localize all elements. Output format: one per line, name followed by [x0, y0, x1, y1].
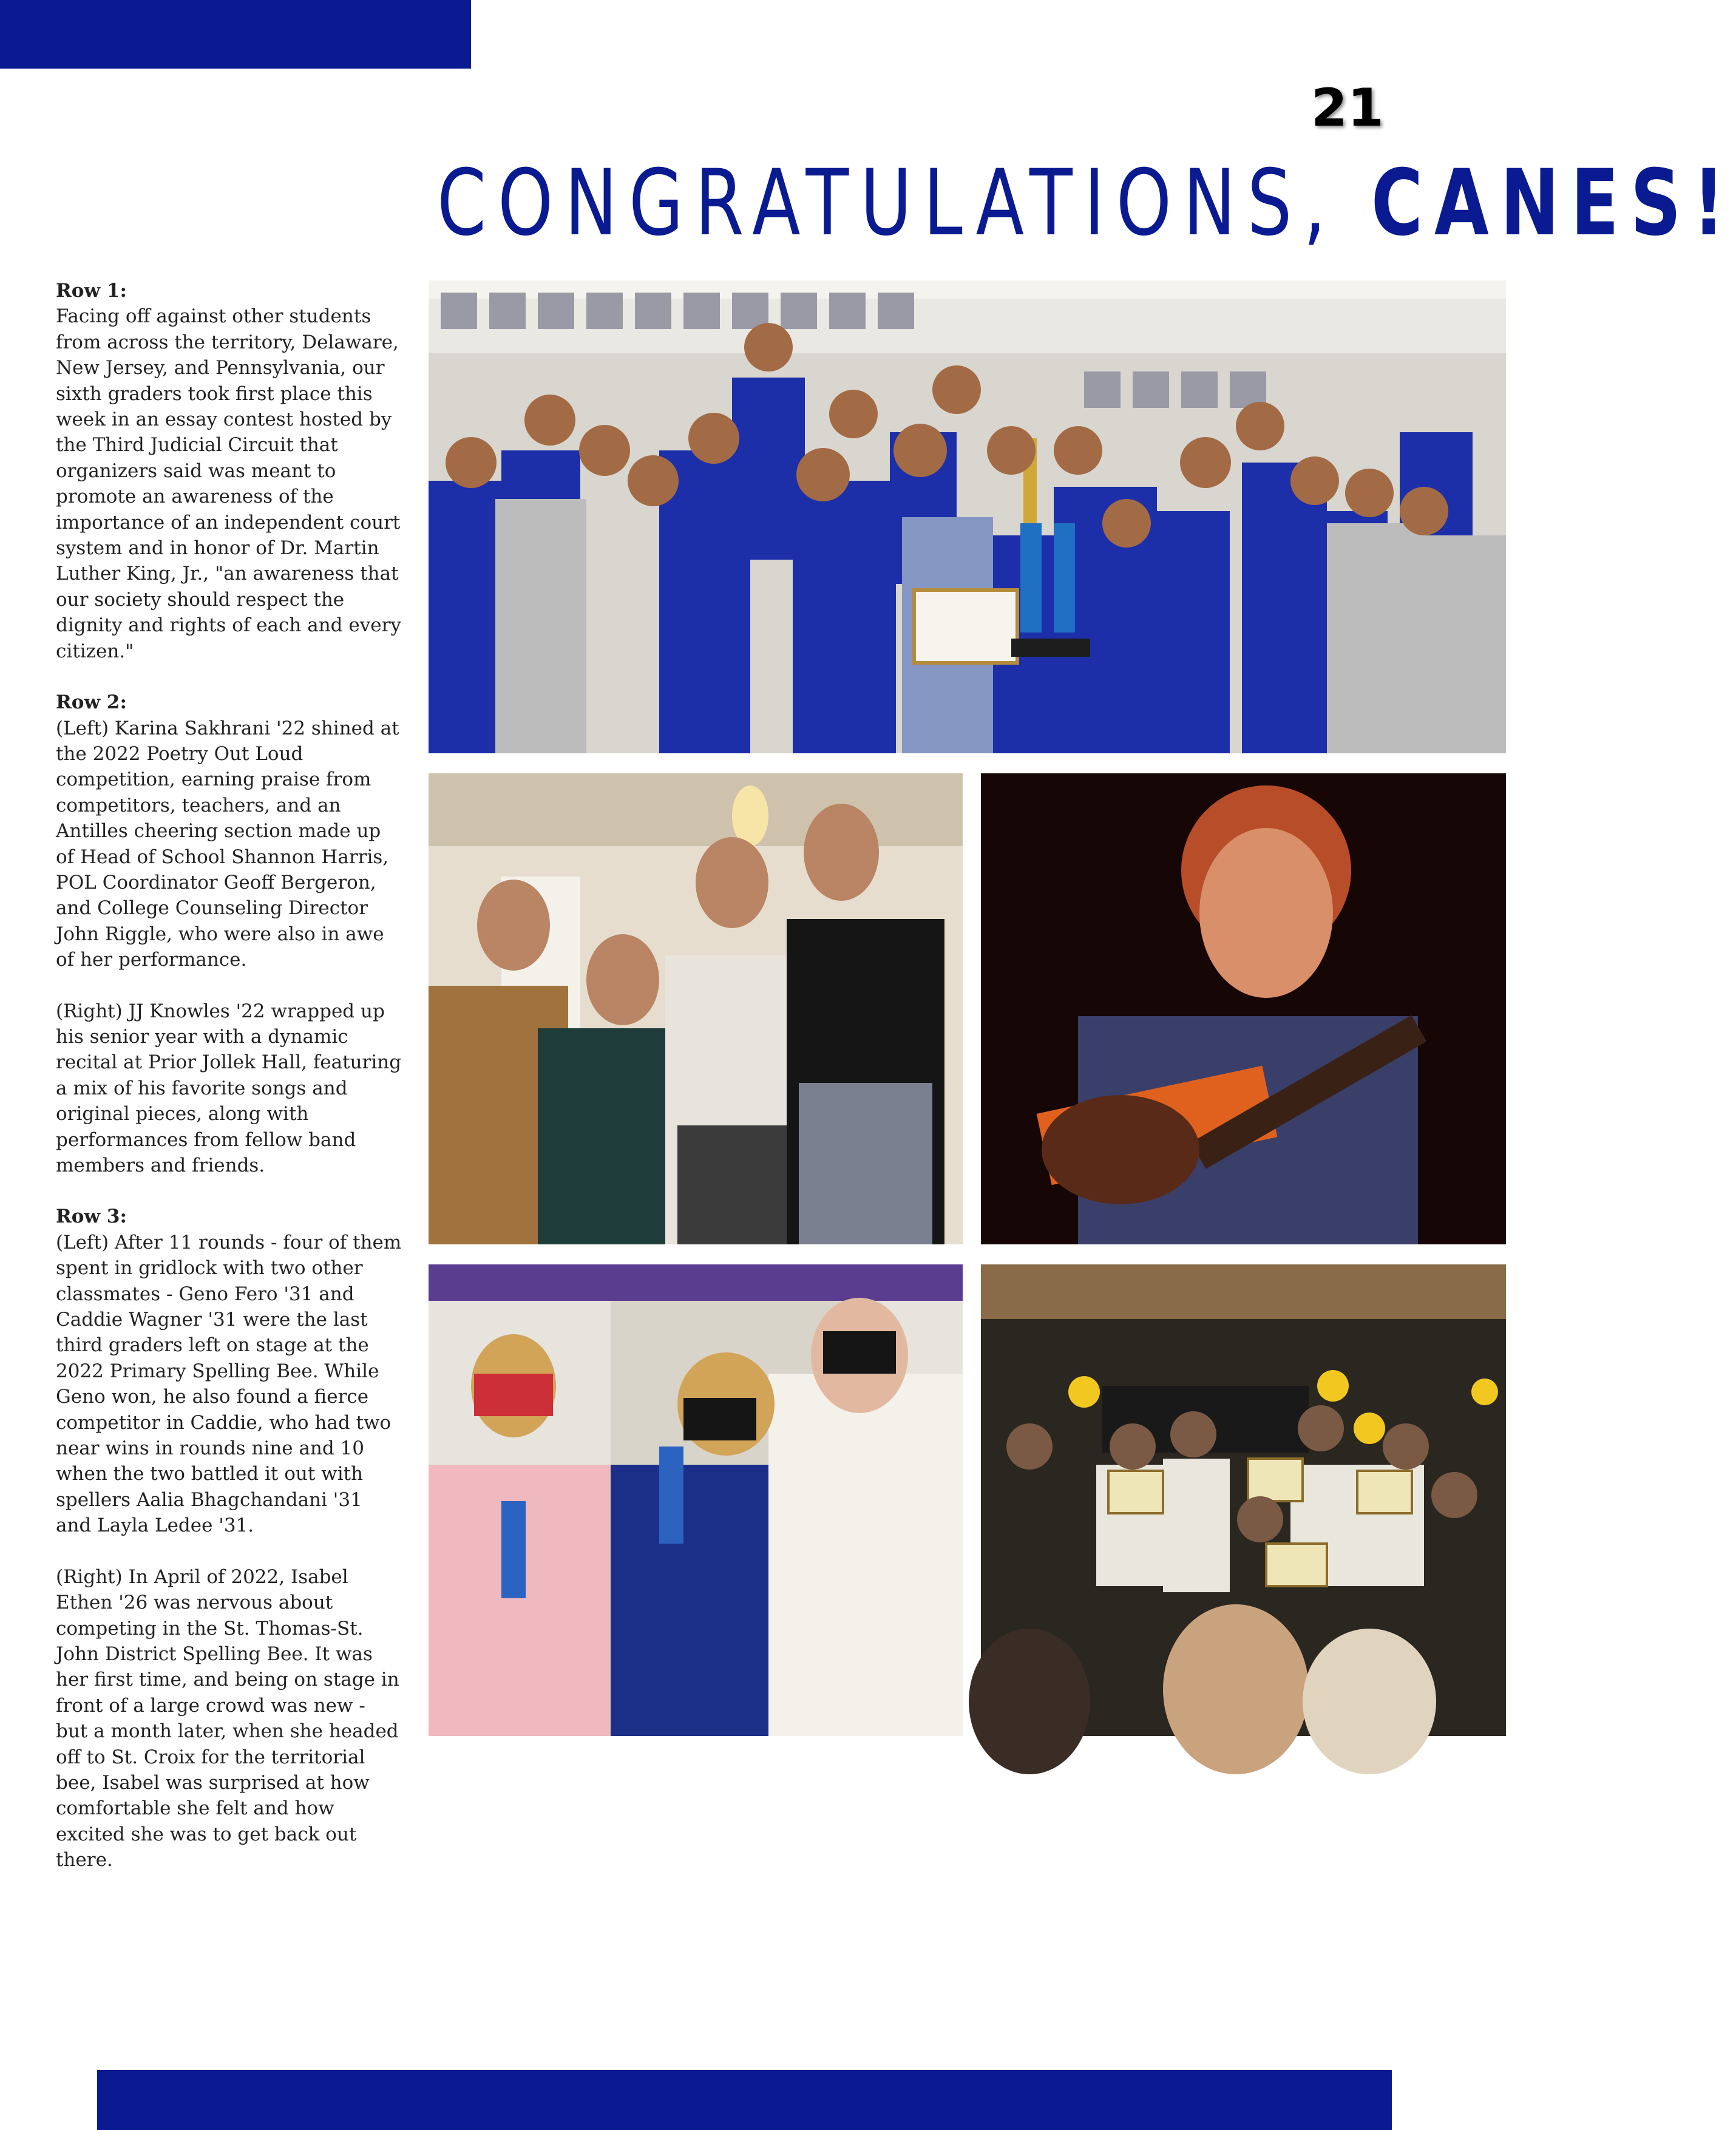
row2-label: Row 2: — [56, 691, 127, 714]
row1-text: Facing off against other students from across the territory, Delaware, New Jersey, and Pennsylvania, our sixth graders took first place this week in an essay contest hosted by the Third Judicial Circuit that organizers said was meant to promote an awareness of the importance of an independent court system and in honor of Dr. Martin Luther King, Jr., "an awareness that our society should respect the dignity and rights of each and every citizen." — [56, 305, 401, 662]
photo-guitar-recital — [981, 773, 1506, 1244]
row1-label: Row 1: — [56, 280, 127, 302]
page-number: 21 — [1311, 78, 1384, 138]
photo-essay-contest-group — [429, 280, 1506, 753]
headline-regular: CONGRATULATIONS, — [437, 151, 1371, 256]
row3-label: Row 3: — [56, 1206, 127, 1228]
caption-row3-right — [56, 1564, 402, 1873]
caption-row2 — [56, 690, 402, 972]
headline-bold: CANES! — [1371, 151, 1736, 256]
photo-poetry-out-loud — [429, 773, 963, 1244]
page-headline — [437, 151, 1736, 257]
photo-territorial-spelling-bee — [981, 1264, 1506, 1736]
row2-left-text: (Left) Karina Sakhrani '22 shined at the 2022 Poetry Out Loud competition, earning praise from competitors, teachers, and an Antilles cheering section made up of Head of School Shannon Harris, POL Coordinator Geoff Bergeron, and College Counseling Director John Riggle, who were also in awe of her performance. — [56, 717, 399, 971]
caption-column — [56, 278, 402, 1899]
row2-right-text: (Right) JJ Knowles '22 wrapped up his senior year with a dynamic recital at Prior Jollek Hall, featuring a mix of his favorite songs and original pieces, along with performances from fellow band members and friends. — [56, 1000, 402, 1176]
caption-row1 — [56, 278, 402, 664]
caption-row3 — [56, 1204, 402, 1538]
top-accent-bar — [0, 0, 471, 69]
row3-right-text: (Right) In April of 2022, Isabel Ethen '26 was nervous about competing in the St. Thomas-St. John District Spelling Bee. It was her first time, and being on stage in front of a large crowd was new - but a month later, when she headed off to St. Croix for the territorial bee, Isabel was surprised at how comfortable she felt and how excited she was to get back out there. — [56, 1565, 399, 1871]
photo-primary-spelling-bee — [429, 1264, 963, 1736]
bottom-accent-bar — [97, 2070, 1392, 2130]
caption-row2-right — [56, 999, 402, 1179]
row3-left-text: (Left) After 11 rounds - four of them spent in gridlock with two other classmates - Geno Fero '31 and Caddie Wagner '31 were the last third graders left on stage at the 2022 Primary Spelling Bee. While Geno won, he also found a fierce competitor in Caddie, who had two near wins in rounds nine and 10 when the two battled it out with spellers Aalia Bhagchandani '31 and Layla Ledee '31. — [56, 1231, 402, 1537]
